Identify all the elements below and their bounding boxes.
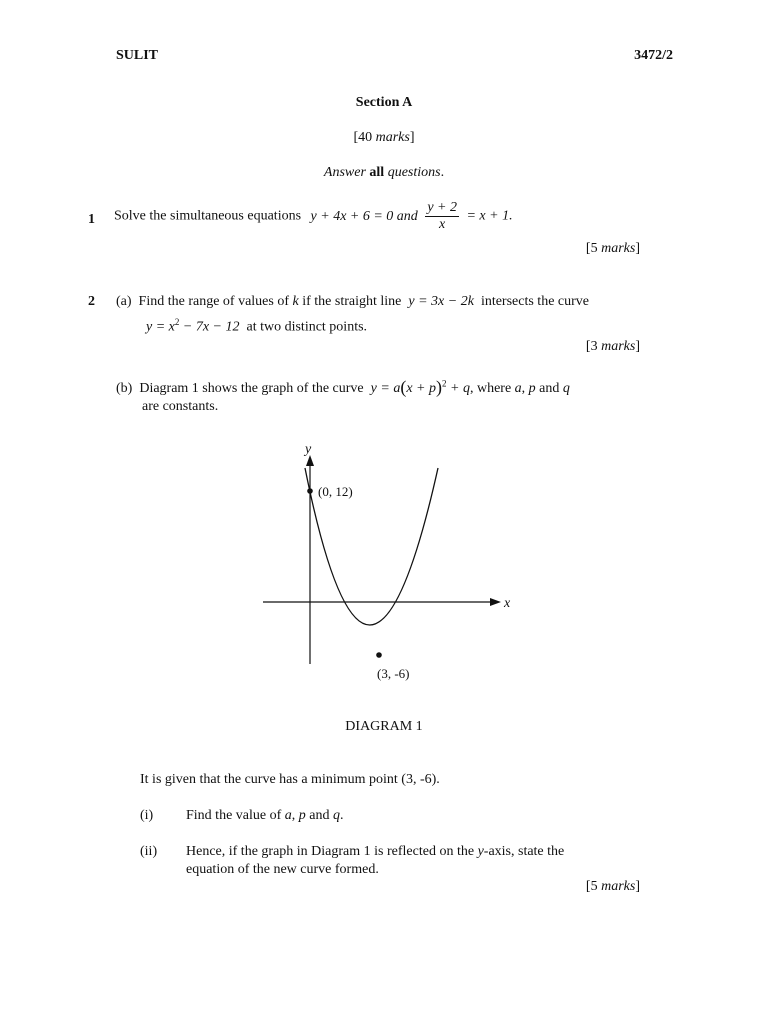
q1-fraction: $\frac{y + 2}{x}$ xyxy=(427,200,457,233)
point-minimum-label: (3, -6) xyxy=(377,666,410,681)
q2b-given: It is given that the curve has a minimum point (3, -6). xyxy=(140,772,440,787)
diagram-caption: DIAGRAM 1 xyxy=(345,719,423,734)
section-instruction: Answer all questions. xyxy=(323,165,445,180)
header-left: SULIT xyxy=(116,48,159,63)
q1-text: Solve the simultaneous equations y + 4x + 6 = 0 and $\frac{y + 2}{x}$ = x + 1. xyxy=(114,200,513,233)
q2b-i-label: (i) xyxy=(140,808,154,823)
q2-number: 2 xyxy=(88,294,95,309)
q1-eq1: y + 4x + 6 = 0 and xyxy=(310,208,418,224)
header-right: 3472/2 xyxy=(634,48,673,63)
q2b-ii-label: (ii) xyxy=(140,844,158,859)
x-axis-label: x xyxy=(504,596,511,611)
section-title: Section A xyxy=(355,95,413,110)
point-y-intercept-label: (0, 12) xyxy=(318,484,353,499)
q2a-line2: $y = x^2 - 7x - 12$ at two distinct points. xyxy=(146,317,368,335)
q2b-marks: [5 marks] xyxy=(585,879,640,894)
x-axis-arrow-icon xyxy=(490,598,501,606)
q2a-line1: (a) Find the range of values of k if the straight line y = 3x − 2k intersects the curve xyxy=(116,294,589,309)
q2b-ii-line2: equation of the new curve formed. xyxy=(186,862,379,877)
q2b-line1: (b) Diagram 1 shows the graph of the curve $y = a(x + p)^2 + q$, where a, p and q xyxy=(116,377,570,397)
point-y-intercept xyxy=(307,488,313,494)
point-minimum xyxy=(376,652,382,658)
q2b-line2: are constants. xyxy=(142,399,219,414)
q2b-i-text: Find the value of a, p and q. xyxy=(186,808,344,823)
q2a-marks: [3 marks] xyxy=(585,339,640,354)
y-axis-label: y xyxy=(305,442,312,457)
section-marks: [40 marks] xyxy=(353,130,415,145)
q1-number: 1 xyxy=(88,212,95,227)
q1-marks: [5 marks] xyxy=(585,241,640,256)
q2b-ii-line1: Hence, if the graph in Diagram 1 is reflected on the y-axis, state the xyxy=(186,844,565,859)
